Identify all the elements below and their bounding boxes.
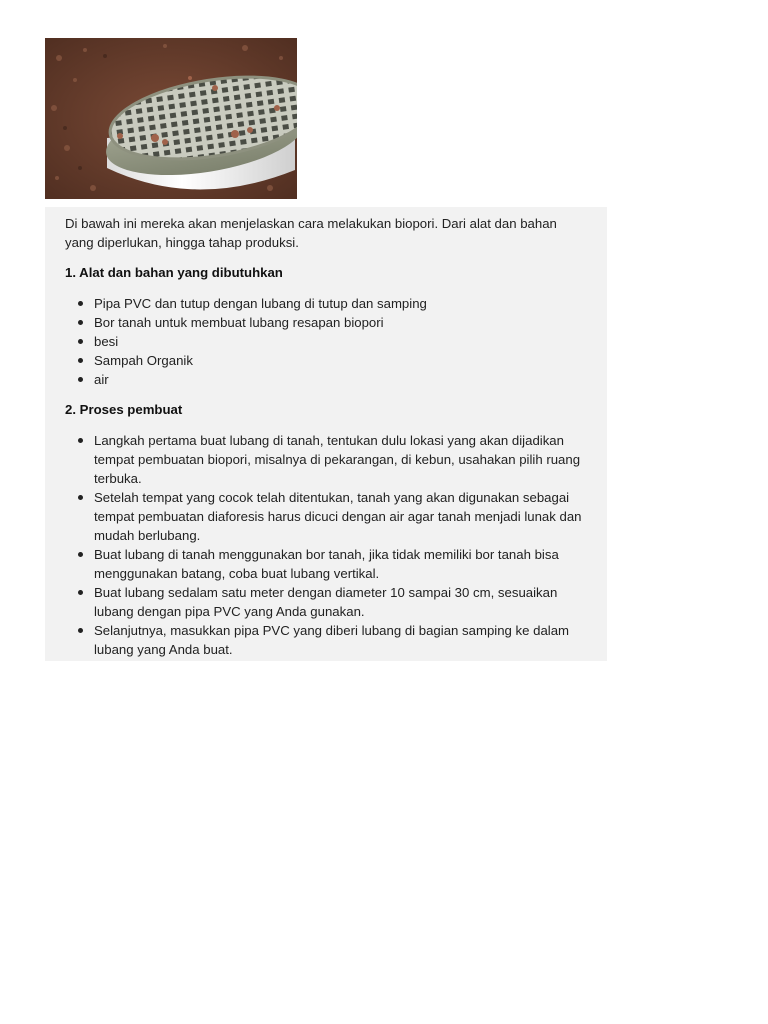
list-item: Buat lubang di tanah menggunakan bor tanah, jika tidak memiliki bor tanah bisa menggunakan batang, coba buat lubang vertikal. [94, 545, 585, 583]
list-item: Pipa PVC dan tutup dengan lubang di tutup dan samping [94, 294, 585, 313]
article-intro: Di bawah ini mereka akan menjelaskan cara melakukan biopori. Dari alat dan bahan yang diperlukan, hingga tahap produksi. [65, 216, 557, 250]
list-item: Buat lubang sedalam satu meter dengan diameter 10 sampai 30 cm, sesuaikan lubang dengan pipa PVC yang Anda gunakan. [94, 583, 585, 621]
list-item: air [94, 370, 585, 389]
list-item: Selanjutnya, masukkan pipa PVC yang diberi lubang di bagian samping ke dalam lubang yang Anda buat. [94, 621, 585, 659]
list-item: besi [94, 332, 585, 351]
section-heading-tools: 1. Alat dan bahan yang dibutuhkan [65, 265, 283, 280]
list-item: Langkah pertama buat lubang di tanah, tentukan dulu lokasi yang akan dijadikan tempat pembuatan biopori, misalnya di pekarangan, di kebun, usahakan pilih ruang terbuka. [94, 431, 585, 488]
list-item: Sampah Organik [94, 351, 585, 370]
section-heading-process: 2. Proses pembuat [65, 402, 183, 417]
process-list [65, 431, 585, 659]
list-item: Bor tanah untuk membuat lubang resapan biopori [94, 313, 585, 332]
article-panel [45, 207, 607, 661]
list-item: Setelah tempat yang cocok telah ditentukan, tanah yang akan digunakan sebagai tempat pembuatan diaforesis harus dicuci dengan air agar tanah menjadi lunak dan mudah berlubang. [94, 488, 585, 545]
biopori-photo [45, 38, 297, 199]
tools-list [65, 294, 585, 389]
